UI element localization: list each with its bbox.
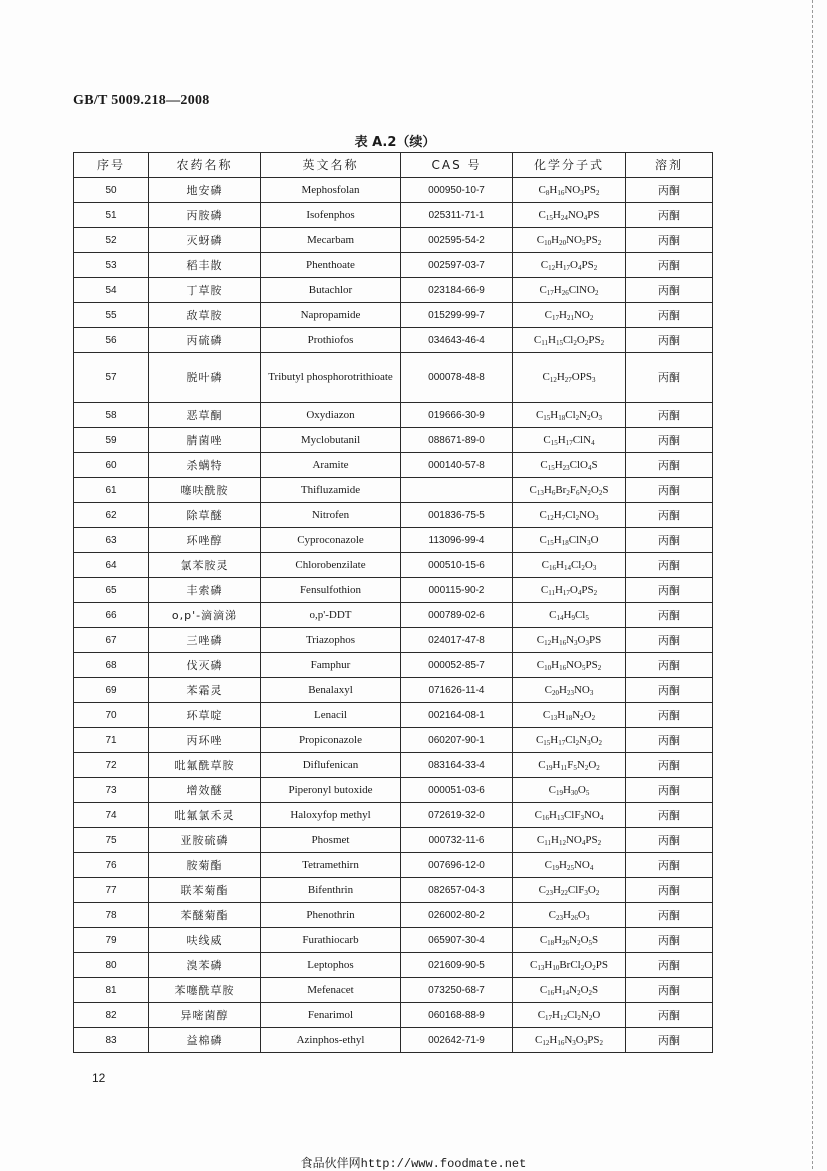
cell-cas: 065907-30-4: [401, 928, 513, 953]
standard-code: GB/T 5009.218—2008: [73, 93, 210, 108]
cell-en-name: Phenthoate: [261, 253, 401, 278]
header-cas: CAS 号: [401, 153, 513, 178]
cell-no: 66: [74, 603, 149, 628]
cell-en-name: Mecarbam: [261, 228, 401, 253]
cell-formula: $C_{15}H_{24}NO_4PS$: [513, 203, 626, 228]
cell-formula: $C_{19}H_{25}NO_4$: [513, 853, 626, 878]
cell-formula: $C_{16}H_{14}N_2O_2S$: [513, 978, 626, 1003]
table-row: [74, 503, 713, 528]
cell-cas: 000789-02-6: [401, 603, 513, 628]
cell-solvent: 丙酮: [626, 178, 713, 203]
cell-no: 53: [74, 253, 149, 278]
cell-formula: $C_{17}H_{26}ClNO_2$: [513, 278, 626, 303]
cell-en-name: Haloxyfop methyl: [261, 803, 401, 828]
header-en-name: 英文名称: [261, 153, 401, 178]
cell-formula: $C_{11}H_{17}O_4PS_2$: [513, 578, 626, 603]
scan-edge-line: [812, 0, 813, 1169]
cell-solvent: 丙酮: [626, 503, 713, 528]
cell-no: 52: [74, 228, 149, 253]
cell-formula: $C_{13}H_{10}BrCl_2O_2PS$: [513, 953, 626, 978]
cell-no: 82: [74, 1003, 149, 1028]
cell-solvent: 丙酮: [626, 1003, 713, 1028]
cell-cn-name: 丙胺磷: [149, 203, 261, 228]
cell-formula: $C_{19}H_{30}O_5$: [513, 778, 626, 803]
cell-en-name: Mefenacet: [261, 978, 401, 1003]
cell-no: 59: [74, 428, 149, 453]
cell-cas: 073250-68-7: [401, 978, 513, 1003]
table-row: [74, 228, 713, 253]
cell-solvent: 丙酮: [626, 278, 713, 303]
header-solvent: 溶剂: [626, 153, 713, 178]
cell-en-name: Napropamide: [261, 303, 401, 328]
cell-cn-name: 胺菊酯: [149, 853, 261, 878]
cell-cn-name: 脱叶磷: [149, 353, 261, 403]
table-row: [74, 578, 713, 603]
cell-solvent: 丙酮: [626, 628, 713, 653]
cell-solvent: 丙酮: [626, 678, 713, 703]
cell-no: 68: [74, 653, 149, 678]
cell-cn-name: 环唑醇: [149, 528, 261, 553]
cell-cn-name: 益棉磷: [149, 1028, 261, 1053]
cell-cn-name: 氯苯胺灵: [149, 553, 261, 578]
cell-solvent: 丙酮: [626, 328, 713, 353]
cell-cas: 071626-11-4: [401, 678, 513, 703]
cell-en-name: Thifluzamide: [261, 478, 401, 503]
cell-cas: 015299-99-7: [401, 303, 513, 328]
table-row: [74, 728, 713, 753]
cell-formula: $C_{11}H_{15}Cl_2O_2PS_2$: [513, 328, 626, 353]
cell-en-name: Mephosfolan: [261, 178, 401, 203]
cell-solvent: 丙酮: [626, 828, 713, 853]
cell-no: 83: [74, 1028, 149, 1053]
cell-cas: 000052-85-7: [401, 653, 513, 678]
cell-formula: $C_{23}H_{22}ClF_3O_2$: [513, 878, 626, 903]
cell-cn-name: 敌草胺: [149, 303, 261, 328]
cell-cn-name: 苯霜灵: [149, 678, 261, 703]
cell-no: 50: [74, 178, 149, 203]
cell-solvent: 丙酮: [626, 403, 713, 428]
cell-no: 70: [74, 703, 149, 728]
table-row: [74, 303, 713, 328]
cell-cas: 019666-30-9: [401, 403, 513, 428]
table-row: [74, 778, 713, 803]
header-cn-name: 农药名称: [149, 153, 261, 178]
header-no: 序号: [74, 153, 149, 178]
table-row: [74, 528, 713, 553]
cell-cas: 072619-32-0: [401, 803, 513, 828]
cell-no: 69: [74, 678, 149, 703]
cell-no: 62: [74, 503, 149, 528]
cell-formula: $C_8H_{16}NO_3PS_2$: [513, 178, 626, 203]
cell-cn-name: 噻呋酰胺: [149, 478, 261, 503]
cell-solvent: 丙酮: [626, 753, 713, 778]
cell-en-name: Nitrofen: [261, 503, 401, 528]
cell-cas: 021609-90-5: [401, 953, 513, 978]
cell-solvent: 丙酮: [626, 853, 713, 878]
cell-cn-name: 腈菌唑: [149, 428, 261, 453]
cell-no: 72: [74, 753, 149, 778]
cell-formula: $C_{15}H_{17}ClN_4$: [513, 428, 626, 453]
cell-cas: 000510-15-6: [401, 553, 513, 578]
cell-en-name: Cyproconazole: [261, 528, 401, 553]
cell-cn-name: o,p'-滴滴涕: [149, 603, 261, 628]
cell-no: 76: [74, 853, 149, 878]
cell-no: 79: [74, 928, 149, 953]
table-row: [74, 253, 713, 278]
cell-en-name: Prothiofos: [261, 328, 401, 353]
cell-solvent: 丙酮: [626, 728, 713, 753]
cell-solvent: 丙酮: [626, 303, 713, 328]
cell-no: 74: [74, 803, 149, 828]
cell-formula: $C_{18}H_{26}N_2O_5S$: [513, 928, 626, 953]
table-row: [74, 478, 713, 503]
cell-cn-name: 亚胺硫磷: [149, 828, 261, 853]
cell-cas: 001836-75-5: [401, 503, 513, 528]
cell-formula: $C_{13}H_6Br_2F_6N_2O_2S$: [513, 478, 626, 503]
cell-solvent: 丙酮: [626, 703, 713, 728]
table-row: [74, 428, 713, 453]
cell-formula: $C_{15}H_{23}ClO_4S$: [513, 453, 626, 478]
cell-cas: 000732-11-6: [401, 828, 513, 853]
cell-no: 75: [74, 828, 149, 853]
cell-en-name: Isofenphos: [261, 203, 401, 228]
cell-solvent: 丙酮: [626, 978, 713, 1003]
cell-formula: $C_{11}H_{12}NO_4PS_2$: [513, 828, 626, 853]
cell-en-name: Furathiocarb: [261, 928, 401, 953]
cell-solvent: 丙酮: [626, 353, 713, 403]
table-row: [74, 803, 713, 828]
cell-no: 77: [74, 878, 149, 903]
cell-cn-name: 环草啶: [149, 703, 261, 728]
cell-no: 78: [74, 903, 149, 928]
cell-no: 71: [74, 728, 149, 753]
table-row: [74, 903, 713, 928]
cell-en-name: Myclobutanil: [261, 428, 401, 453]
table-row: [74, 628, 713, 653]
cell-solvent: 丙酮: [626, 228, 713, 253]
table-row: [74, 928, 713, 953]
cell-en-name: Benalaxyl: [261, 678, 401, 703]
table-row: [74, 828, 713, 853]
cell-cas: 026002-80-2: [401, 903, 513, 928]
cell-cn-name: 丙硫磷: [149, 328, 261, 353]
table-row: [74, 878, 713, 903]
table-body: [74, 178, 713, 1053]
cell-no: 51: [74, 203, 149, 228]
cell-no: 58: [74, 403, 149, 428]
cell-formula: $C_{10}H_{20}NO_5PS_2$: [513, 228, 626, 253]
cell-en-name: Phenothrin: [261, 903, 401, 928]
cell-formula: $C_{12}H_{16}N_3O_3PS_2$: [513, 1028, 626, 1053]
cell-cn-name: 溴苯磷: [149, 953, 261, 978]
cell-solvent: 丙酮: [626, 203, 713, 228]
cell-solvent: 丙酮: [626, 453, 713, 478]
cell-en-name: Azinphos-ethyl: [261, 1028, 401, 1053]
cell-cas: 060168-88-9: [401, 1003, 513, 1028]
cell-cas: 060207-90-1: [401, 728, 513, 753]
cell-formula: $C_{23}H_{26}O_3$: [513, 903, 626, 928]
cell-cn-name: 地安磷: [149, 178, 261, 203]
cell-cas: 024017-47-8: [401, 628, 513, 653]
cell-en-name: Fenarimol: [261, 1003, 401, 1028]
table-row: [74, 203, 713, 228]
cell-no: 54: [74, 278, 149, 303]
cell-solvent: 丙酮: [626, 253, 713, 278]
cell-cn-name: 丙环唑: [149, 728, 261, 753]
cell-solvent: 丙酮: [626, 528, 713, 553]
table-row: [74, 653, 713, 678]
cell-cn-name: 除草醚: [149, 503, 261, 528]
cell-en-name: Chlorobenzilate: [261, 553, 401, 578]
cell-cas: 002642-71-9: [401, 1028, 513, 1053]
cell-solvent: 丙酮: [626, 478, 713, 503]
cell-cn-name: 苯醚菊酯: [149, 903, 261, 928]
cell-solvent: 丙酮: [626, 778, 713, 803]
cell-cas: 023184-66-9: [401, 278, 513, 303]
cell-cas: 007696-12-0: [401, 853, 513, 878]
cell-formula: $C_{12}H_7Cl_2NO_3$: [513, 503, 626, 528]
cell-en-name: Tetramethirn: [261, 853, 401, 878]
cell-solvent: 丙酮: [626, 903, 713, 928]
cell-cas: 000051-03-6: [401, 778, 513, 803]
cell-cas: 088671-89-0: [401, 428, 513, 453]
cell-cas: 000078-48-8: [401, 353, 513, 403]
cell-no: 80: [74, 953, 149, 978]
cell-formula: $C_{17}H_{21}NO_2$: [513, 303, 626, 328]
cell-solvent: 丙酮: [626, 1028, 713, 1053]
table-row: [74, 603, 713, 628]
cell-formula: $C_{16}H_{14}Cl_2O_3$: [513, 553, 626, 578]
cell-cas: 083164-33-4: [401, 753, 513, 778]
cell-no: 67: [74, 628, 149, 653]
table-header-row: [74, 153, 713, 178]
cell-cn-name: 恶草酮: [149, 403, 261, 428]
cell-en-name: Oxydiazon: [261, 403, 401, 428]
cell-solvent: 丙酮: [626, 878, 713, 903]
cell-cn-name: 苯噻酰草胺: [149, 978, 261, 1003]
cell-solvent: 丙酮: [626, 603, 713, 628]
cell-en-name: Piperonyl butoxide: [261, 778, 401, 803]
cell-formula: $C_{15}H_{18}ClN_3O$: [513, 528, 626, 553]
cell-cn-name: 增效醚: [149, 778, 261, 803]
cell-solvent: 丙酮: [626, 803, 713, 828]
cell-en-name: Famphur: [261, 653, 401, 678]
cell-formula: $C_{12}H_{16}N_3O_3PS$: [513, 628, 626, 653]
table-row: [74, 678, 713, 703]
table-row: [74, 703, 713, 728]
cell-en-name: Diflufenican: [261, 753, 401, 778]
table-row: [74, 453, 713, 478]
cell-cas: 000950-10-7: [401, 178, 513, 203]
cell-solvent: 丙酮: [626, 953, 713, 978]
table-row: [74, 178, 713, 203]
table-row: [74, 753, 713, 778]
cell-cn-name: 三唑磷: [149, 628, 261, 653]
pesticide-table: [73, 152, 713, 1053]
cell-en-name: Leptophos: [261, 953, 401, 978]
cell-solvent: 丙酮: [626, 553, 713, 578]
cell-formula: $C_{14}H_9Cl_5$: [513, 603, 626, 628]
cell-cn-name: 稻丰散: [149, 253, 261, 278]
cell-formula: $C_{19}H_{11}F_5N_2O_2$: [513, 753, 626, 778]
cell-cas: 034643-46-4: [401, 328, 513, 353]
cell-formula: $C_{16}H_{13}ClF_3NO_4$: [513, 803, 626, 828]
cell-cas: 025311-71-1: [401, 203, 513, 228]
cell-no: 61: [74, 478, 149, 503]
cell-formula: $C_{20}H_{23}NO_3$: [513, 678, 626, 703]
cell-no: 73: [74, 778, 149, 803]
cell-cas: 002597-03-7: [401, 253, 513, 278]
cell-cas: 082657-04-3: [401, 878, 513, 903]
cell-formula: $C_{15}H_{17}Cl_2N_3O_2$: [513, 728, 626, 753]
cell-cn-name: 杀螨特: [149, 453, 261, 478]
cell-en-name: Triazophos: [261, 628, 401, 653]
table-row: [74, 403, 713, 428]
cell-cn-name: 吡氟酰草胺: [149, 753, 261, 778]
cell-solvent: 丙酮: [626, 428, 713, 453]
cell-en-name: o,p'-DDT: [261, 603, 401, 628]
cell-cn-name: 丁草胺: [149, 278, 261, 303]
cell-cas: 002164-08-1: [401, 703, 513, 728]
cell-cas: 000140-57-8: [401, 453, 513, 478]
cell-en-name: Propiconazole: [261, 728, 401, 753]
cell-cn-name: 伐灭磷: [149, 653, 261, 678]
cell-formula: $C_{12}H_{17}O_4PS_2$: [513, 253, 626, 278]
cell-en-name: Fensulfothion: [261, 578, 401, 603]
cell-no: 65: [74, 578, 149, 603]
cell-cn-name: 吡氟氯禾灵: [149, 803, 261, 828]
cell-no: 57: [74, 353, 149, 403]
cell-no: 64: [74, 553, 149, 578]
cell-formula: $C_{15}H_{18}Cl_2N_2O_3$: [513, 403, 626, 428]
cell-cn-name: 联苯菊酯: [149, 878, 261, 903]
cell-solvent: 丙酮: [626, 578, 713, 603]
cell-solvent: 丙酮: [626, 928, 713, 953]
cell-no: 63: [74, 528, 149, 553]
cell-en-name: Aramite: [261, 453, 401, 478]
page-number: 12: [92, 1071, 106, 1085]
cell-solvent: 丙酮: [626, 653, 713, 678]
table-row: [74, 853, 713, 878]
cell-cas: 002595-54-2: [401, 228, 513, 253]
cell-no: 56: [74, 328, 149, 353]
table-row: [74, 978, 713, 1003]
cell-no: 55: [74, 303, 149, 328]
table-row: [74, 328, 713, 353]
cell-cn-name: 灭蚜磷: [149, 228, 261, 253]
table-row: [74, 953, 713, 978]
cell-en-name: Phosmet: [261, 828, 401, 853]
cell-no: 81: [74, 978, 149, 1003]
cell-formula: $C_{10}H_{16}NO_5PS_2$: [513, 653, 626, 678]
table-row: [74, 1003, 713, 1028]
table-row: [74, 278, 713, 303]
table-row: [74, 353, 713, 403]
cell-formula: $C_{12}H_{27}OPS_3$: [513, 353, 626, 403]
cell-en-name: Tributyl phosphorotrithioate: [261, 353, 401, 403]
cell-formula: $C_{13}H_{18}N_2O_2$: [513, 703, 626, 728]
cell-en-name: Bifenthrin: [261, 878, 401, 903]
table-caption: 表 A.2（续）: [354, 135, 436, 150]
cell-en-name: Lenacil: [261, 703, 401, 728]
cell-cn-name: 丰索磷: [149, 578, 261, 603]
cell-en-name: Butachlor: [261, 278, 401, 303]
cell-cn-name: 异嘧菌醇: [149, 1003, 261, 1028]
cell-cn-name: 呋线威: [149, 928, 261, 953]
cell-cas: 000115-90-2: [401, 578, 513, 603]
cell-cas: [401, 478, 513, 503]
table-row: [74, 553, 713, 578]
cell-no: 60: [74, 453, 149, 478]
footer-watermark: 食品伙伴网http://www.foodmate.net: [300, 1157, 527, 1171]
cell-formula: $C_{17}H_{12}Cl_2N_2O$: [513, 1003, 626, 1028]
table-row: [74, 1028, 713, 1053]
cell-cas: 113096-99-4: [401, 528, 513, 553]
header-formula: 化学分子式: [513, 153, 626, 178]
